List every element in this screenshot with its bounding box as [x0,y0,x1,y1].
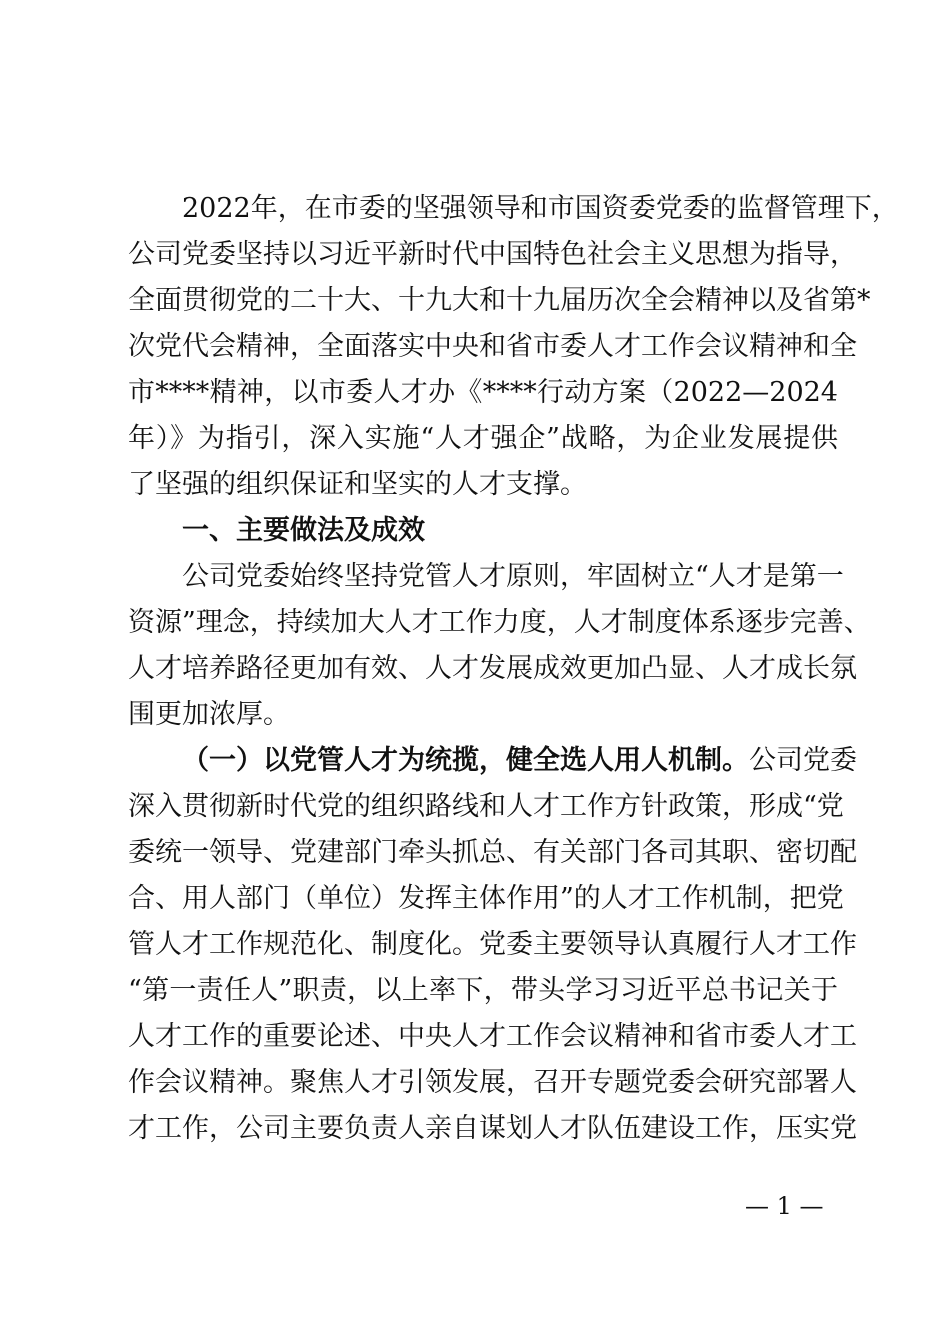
paragraph-line: 次党代会精神，全面落实中央和省市委人才工作会议精神和全 [128,331,857,362]
paragraph-line: 2022年，在市委的坚强领导和市国资委党委的监督管理下， [182,193,899,224]
paragraph-line: 全面贯彻党的二十大、十九大和十九届历次全会精神以及省第* [128,285,871,316]
paragraph-line: 资源”理念，持续加大人才工作力度，人才制度体系逐步完善、 [128,607,871,638]
paragraph-line: 人才工作的重要论述、中央人才工作会议精神和省市委人才工 [128,1021,857,1052]
page-number: — 1 — [745,1192,824,1220]
paragraph-line: 年）》为指引，深入实施“人才强企”战略，为企业发展提供 [128,423,838,454]
paragraph-line: 深入贯彻新时代党的组织路线和人才工作方针政策，形成“党 [128,791,844,822]
paragraph-line: 公司党委始终坚持党管人才原则，牢固树立“人才是第一 [182,561,844,592]
paragraph-line: 合、用人部门（单位）发挥主体作用”的人才工作机制，把党 [128,883,844,914]
paragraph-line: 市****精神，以市委人才办《****行动方案（2022—2024 [128,377,838,408]
paragraph-line: 人才培养路径更加有效、人才发展成效更加凸显、人才成长氛 [128,653,857,684]
subsection-lead-rest: 公司党委 [749,745,857,776]
paragraph-line: 公司党委坚持以习近平新时代中国特色社会主义思想为指导， [128,239,857,270]
paragraph-line: 了坚强的组织保证和坚实的人才支撑。 [128,469,587,500]
subsection-heading: （一）以党管人才为统揽，健全选人用人机制。 [182,745,749,776]
paragraph-line: 委统一领导、党建部门牵头抓总、有关部门各司其职、密切配 [128,837,857,868]
subsection-first-line [128,738,857,784]
paragraph-line: 围更加浓厚。 [128,699,290,730]
document-body [128,186,899,1152]
paragraph-line: 管人才工作规范化、制度化。党委主要领导认真履行人才工作 [128,929,857,960]
paragraph-line: 才工作，公司主要负责人亲自谋划人才队伍建设工作，压实党 [128,1113,857,1144]
paragraph-line: 作会议精神。聚焦人才引领发展，召开专题党委会研究部署人 [128,1067,857,1098]
paragraph-line: “第一责任人”职责，以上率下，带头学习习近平总书记关于 [128,975,838,1006]
section-heading: 一、主要做法及成效 [182,515,425,546]
